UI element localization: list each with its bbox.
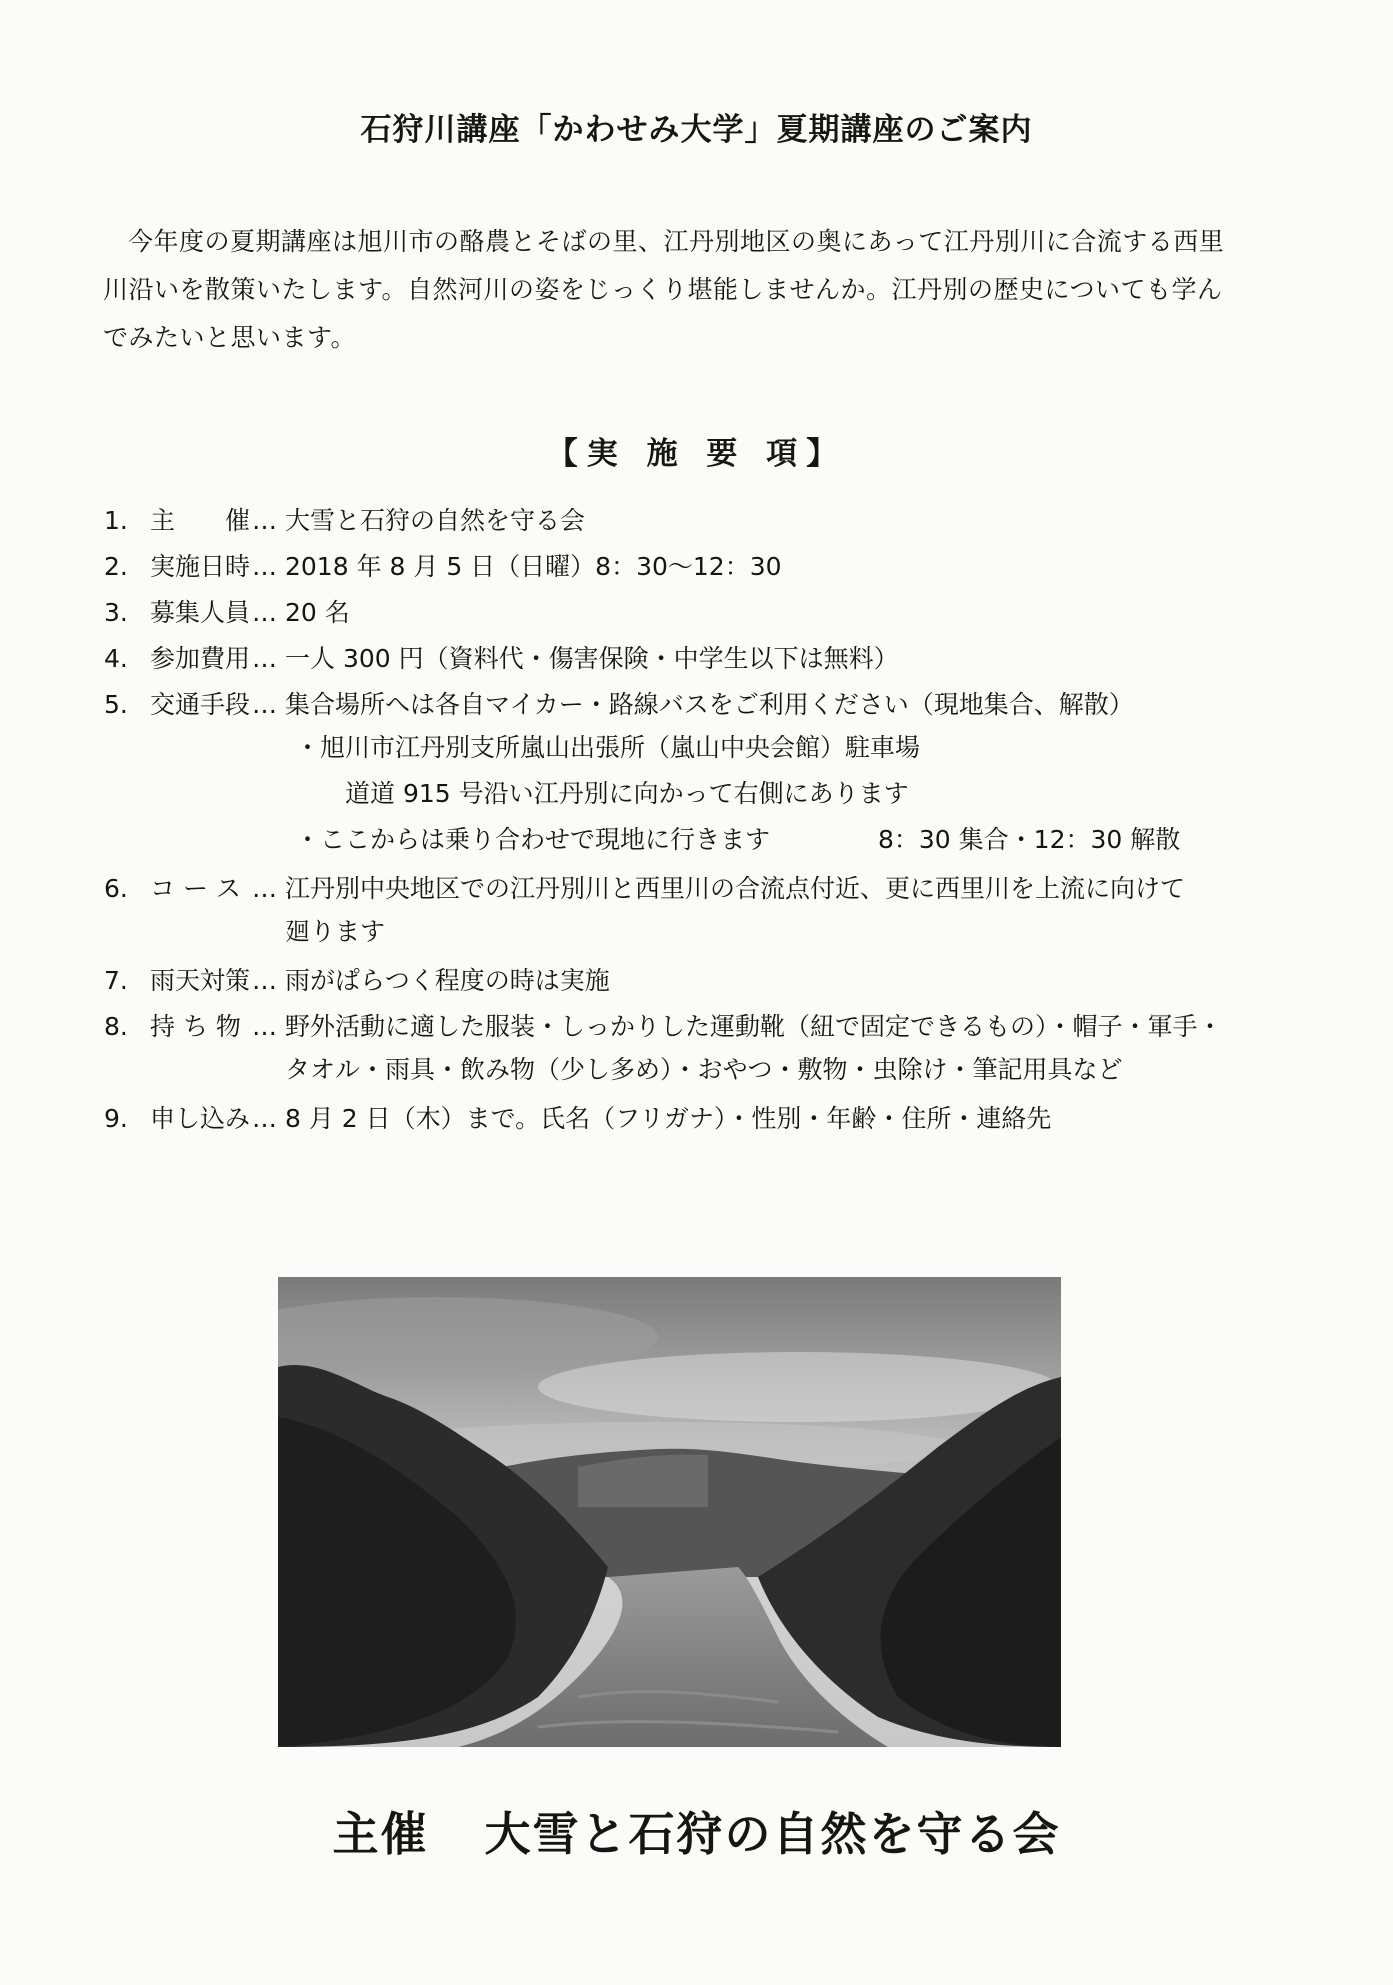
item-number: 8. [104, 1012, 128, 1041]
list-item [0, 590, 1393, 636]
list-item [0, 498, 1393, 544]
item-value: 2018 年 8 月 5 日（日曜）8：30～12：30 [285, 552, 782, 581]
item-number: 6. [104, 874, 128, 903]
footer-organization: 大雪と石狩の自然を守る会 [484, 1807, 1061, 1861]
item-number: 1. [104, 506, 128, 535]
list-item [0, 636, 1393, 682]
item-label: コ ー ス [150, 874, 241, 903]
item-value-continued: 廻ります [285, 917, 386, 946]
list-item [0, 1096, 1393, 1142]
item-number: 5. [104, 690, 128, 719]
item-value: 大雪と石狩の自然を守る会 [285, 506, 586, 535]
item-number: 7. [104, 966, 128, 995]
intro-line: でみたいと思います。 [103, 323, 357, 352]
item-label: 雨天対策 [150, 966, 251, 995]
item-value: 江丹別中央地区での江丹別川と西里川の合流点付近、更に西里川を上流に向けて [285, 874, 1186, 903]
requirements-list [0, 498, 1393, 1142]
schedule-note: 8：30 集合・12：30 解散 [878, 825, 1181, 854]
item-separator: … [252, 1104, 277, 1133]
item-label: 募集人員 [150, 598, 251, 627]
item-value: 野外活動に適した服装・しっかりした運動靴（紐で固定できるもの）・帽子・軍手・ [285, 1012, 1223, 1041]
sub-item [0, 774, 1393, 820]
item-label: 交通手段 [150, 690, 251, 719]
item-label: 参加費用 [150, 644, 251, 673]
item-separator: … [252, 506, 277, 535]
item-number: 3. [104, 598, 128, 627]
item-separator: … [252, 874, 277, 903]
item-separator: … [252, 598, 277, 627]
item-label: 主 催 [150, 506, 251, 535]
list-item [0, 1004, 1393, 1050]
sub-item [0, 820, 1393, 866]
page-title: 石狩川講座「かわせみ大学」夏期講座のご案内 [360, 112, 1033, 148]
list-item [0, 958, 1393, 1004]
item-label: 実施日時 [150, 552, 251, 581]
organizer-footer [0, 1798, 1393, 1864]
river-photo [278, 1277, 1061, 1747]
item-value-continued: タオル・雨具・飲み物（少し多め）・おやつ・敷物・虫除け・筆記用具など [285, 1055, 1123, 1084]
item-separator: … [252, 644, 277, 673]
item-continuation [0, 1050, 1393, 1096]
item-number: 2. [104, 552, 128, 581]
intro-line: 今年度の夏期講座は旭川市の酪農とそばの里、江丹別地区の奥にあって江丹別川に合流する西里 [128, 227, 1225, 256]
item-label: 持 ち 物 [150, 1012, 241, 1041]
item-value: 8 月 2 日（木）まで。氏名（フリガナ）・性別・年齢・住所・連絡先 [285, 1104, 1052, 1133]
list-item [0, 544, 1393, 590]
item-value: 20 名 [285, 598, 350, 627]
list-item [0, 866, 1393, 912]
item-value: 集合場所へは各自マイカー・路線バスをご利用ください（現地集合、解散） [285, 690, 1134, 719]
meeting-place: ・旭川市江丹別支所嵐山出張所（嵐山中央会館）駐車場 [295, 733, 921, 762]
item-separator: … [252, 690, 277, 719]
footer-label: 主催 [332, 1807, 429, 1861]
item-separator: … [252, 1012, 277, 1041]
section-heading: 【実 施 要 項】 [546, 436, 847, 472]
item-value: 一人 300 円（資料代・傷害保険・中学生以下は無料） [285, 644, 899, 673]
sub-item [0, 728, 1393, 774]
intro-paragraph [103, 218, 1298, 362]
item-value: 雨がぱらつく程度の時は実施 [285, 966, 610, 995]
carpool-note: ・ここからは乗り合わせで現地に行きます [295, 825, 771, 854]
item-separator: … [252, 966, 277, 995]
item-number: 9. [104, 1104, 128, 1133]
meeting-place-note: 道道 915 号沿い江丹別に向かって右側にあります [345, 779, 909, 808]
item-number: 4. [104, 644, 128, 673]
item-continuation [0, 912, 1393, 958]
item-separator: … [252, 552, 277, 581]
intro-line: 川沿いを散策いたします。自然河川の姿をじっくり堪能しませんか。江丹別の歴史についても学ん [103, 275, 1223, 304]
list-item [0, 682, 1393, 728]
item-label: 申し込み [150, 1104, 251, 1133]
